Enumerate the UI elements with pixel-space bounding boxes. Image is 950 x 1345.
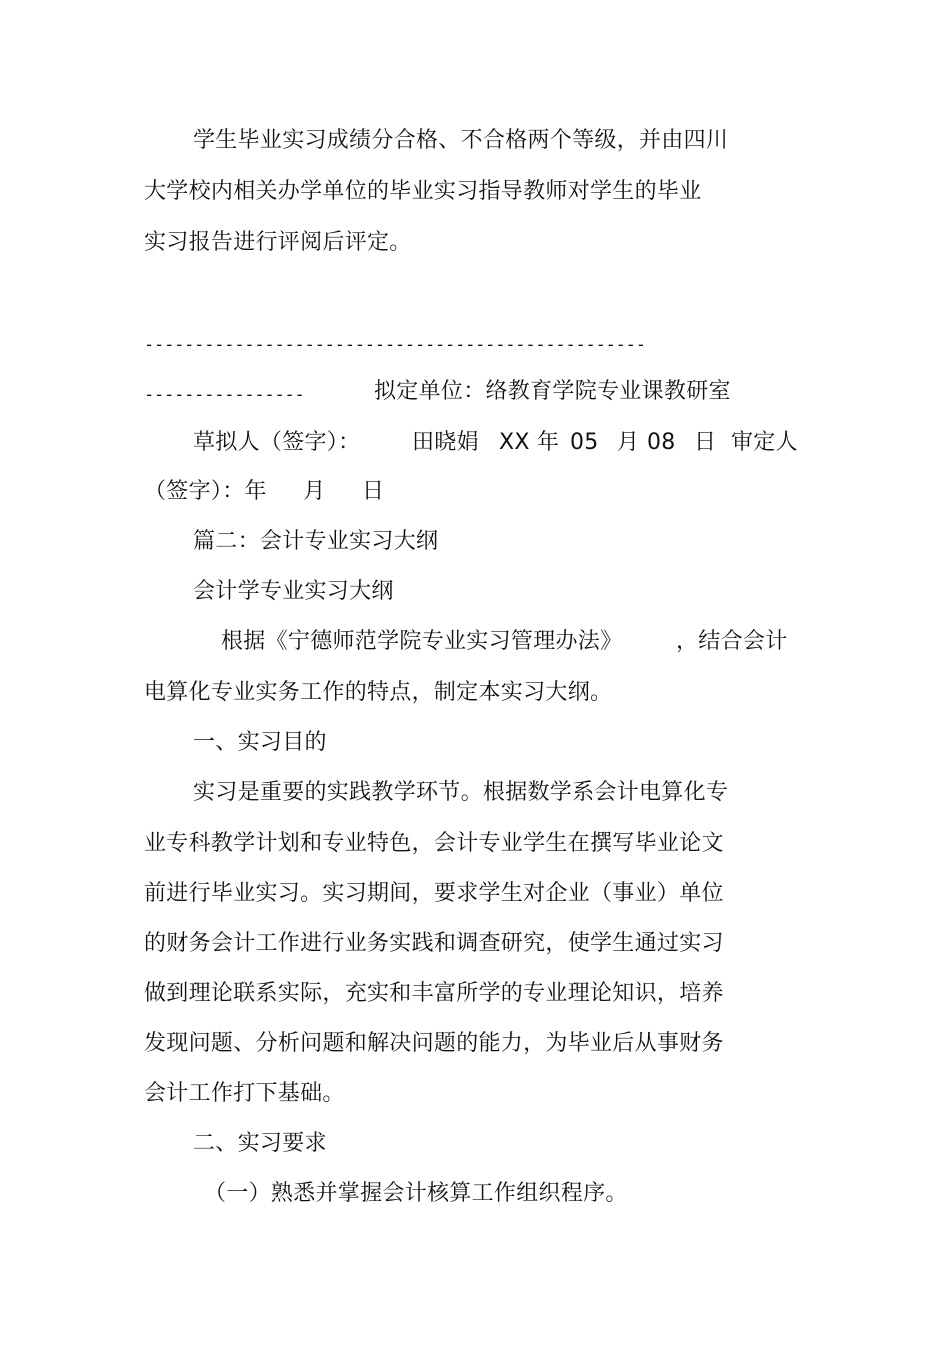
date-month-value: 05 bbox=[570, 430, 599, 455]
paragraph-line: 前进行毕业实习。实习期间，要求学生对企业（事业）单位 bbox=[144, 881, 724, 906]
part-heading: 篇二：会计专业实习大纲 bbox=[193, 529, 439, 554]
intro-line: 根据《宁德师范学院专业实习管理办法》 bbox=[221, 629, 623, 654]
paragraph-line: 发现问题、分析问题和解决问题的能力，为毕业后从事财务 bbox=[144, 1031, 724, 1056]
reviewer-label: 审定人 bbox=[731, 430, 798, 455]
dash-separator: -------------------------------------------------- bbox=[144, 335, 646, 355]
date-year: XX 年 bbox=[499, 430, 560, 455]
section-heading: 一、实习目的 bbox=[193, 730, 327, 755]
paragraph-line: 的财务会计工作进行业务实践和调查研究，使学生通过实习 bbox=[144, 931, 724, 956]
paragraph-line: 实习是重要的实践教学环节。根据数学系会计电算化专 bbox=[193, 780, 729, 805]
drafter-name: 田晓娟 bbox=[412, 430, 479, 455]
drafter-label: 草拟人（签字）： bbox=[193, 430, 361, 455]
date-day-value: 08 bbox=[647, 430, 676, 455]
dash-separator-short: ---------------- bbox=[144, 385, 305, 405]
date-day: 日 bbox=[694, 430, 717, 455]
drafting-unit: 拟定单位：络教育学院专业课教研室 bbox=[374, 379, 731, 404]
intro-line-end: ，结合会计 bbox=[676, 629, 788, 654]
date-month: 月 bbox=[617, 430, 640, 455]
paragraph-line: 做到理论联系实际，充实和丰富所学的专业理论知识，培养 bbox=[144, 981, 724, 1006]
list-item: （一）熟悉并掌握会计核算工作组织程序。 bbox=[204, 1181, 628, 1206]
section-heading: 二、实习要求 bbox=[193, 1131, 327, 1156]
paragraph-line: 实习报告进行评阅后评定。 bbox=[144, 230, 412, 255]
paragraph-line: 会计工作打下基础。 bbox=[144, 1081, 345, 1106]
intro-line: 电算化专业实务工作的特点，制定本实习大纲。 bbox=[144, 680, 613, 705]
paragraph-line: 业专科教学计划和专业特色，会计专业学生在撰写毕业论文 bbox=[144, 831, 724, 856]
document-title: 会计学专业实习大纲 bbox=[193, 579, 394, 604]
reviewer-sign-line: （签字）：年 月 日 bbox=[144, 479, 385, 504]
paragraph-line: 学生毕业实习成绩分合格、不合格两个等级，并由四川 bbox=[193, 128, 729, 153]
paragraph-line: 大学校内相关办学单位的毕业实习指导教师对学生的毕业 bbox=[144, 179, 702, 204]
